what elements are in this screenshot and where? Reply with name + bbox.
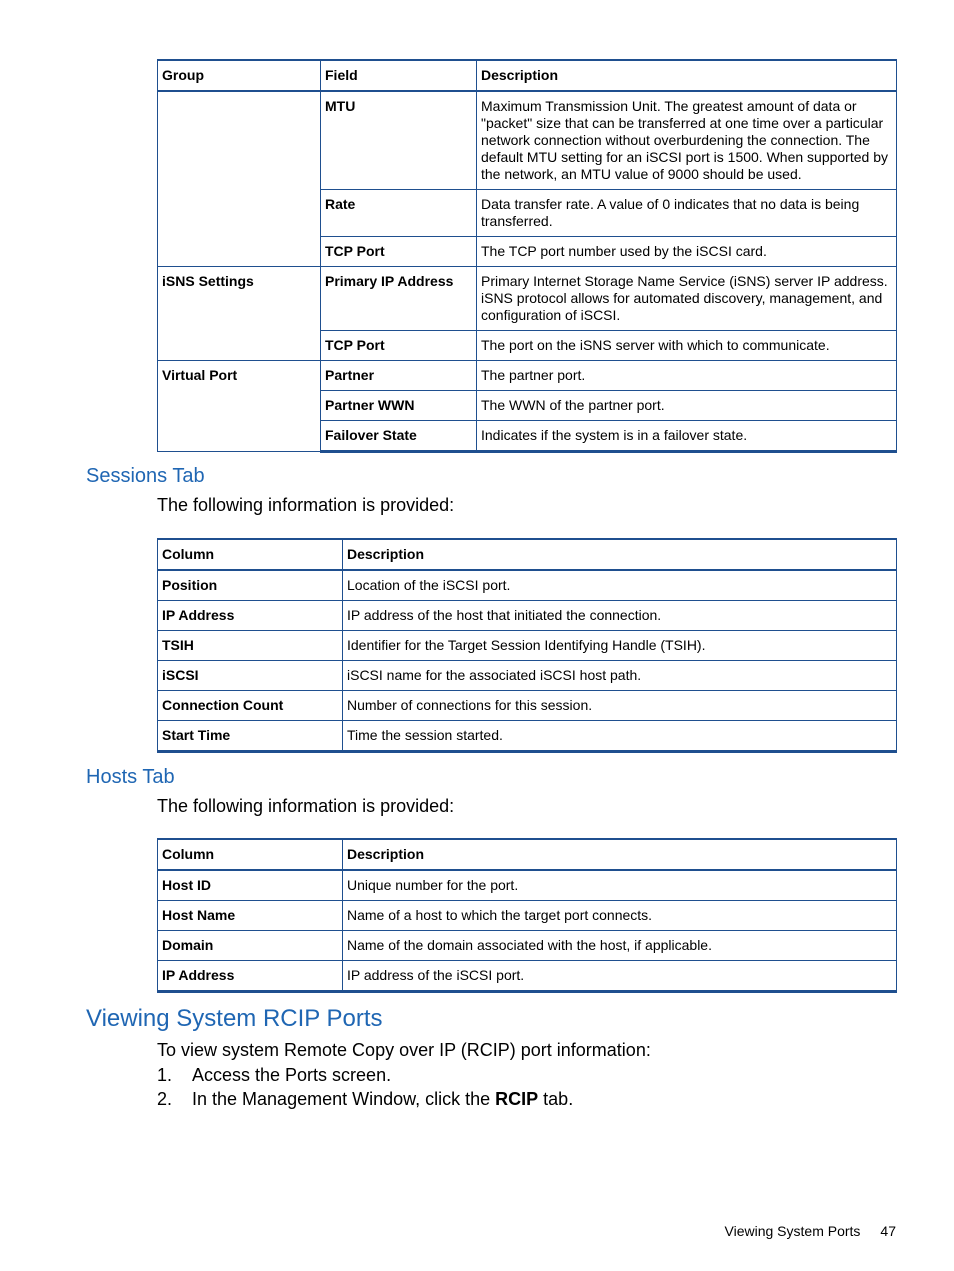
page-number: 47	[880, 1223, 896, 1239]
column-cell: Domain	[158, 931, 343, 961]
table-header-row	[158, 539, 897, 570]
field-cell: Partner	[321, 361, 477, 391]
sessions-table	[157, 538, 897, 753]
column-cell: Position	[158, 570, 343, 601]
rcip-tab-name: RCIP	[495, 1089, 539, 1109]
column-cell: Host Name	[158, 901, 343, 931]
column-header-group: Group	[158, 60, 321, 91]
rcip-intro: To view system Remote Copy over IP (RCIP) port information:	[157, 1040, 651, 1060]
description-cell: Maximum Transmission Unit. The greatest amount of data or "packet" size that can be transferred at one time over a particular network connection without overburdening the connection. The default MTU setting for an iSCSI port is 1500. When supported by the network, an MTU value of 9000 should be used.	[477, 91, 897, 190]
table-row	[158, 721, 897, 752]
sessions-intro: The following information is provided:	[157, 495, 455, 515]
page-footer	[725, 1223, 896, 1239]
column-header-description: Description	[343, 539, 897, 570]
description-cell: The partner port.	[477, 361, 897, 391]
description-cell: Time the session started.	[343, 721, 897, 752]
step-1	[157, 1065, 391, 1086]
column-header-description: Description	[477, 60, 897, 91]
table-header-row	[158, 60, 897, 91]
description-cell: IP address of the host that initiated the connection.	[343, 601, 897, 631]
group-cell: Virtual Port	[158, 361, 321, 452]
hosts-intro: The following information is provided:	[157, 796, 455, 816]
step-text-end: tab.	[538, 1089, 574, 1109]
table-header-row	[158, 839, 897, 870]
table-row	[158, 267, 897, 331]
description-cell: Indicates if the system is in a failover state.	[477, 421, 897, 452]
description-cell: The port on the iSNS server with which to communicate.	[477, 331, 897, 361]
description-cell: Primary Internet Storage Name Service (iSNS) server IP address. iSNS protocol allows for automated discovery, management, and configuration of iSCSI.	[477, 267, 897, 331]
column-cell: Start Time	[158, 721, 343, 752]
step-2	[157, 1089, 573, 1110]
table-row	[158, 361, 897, 391]
field-cell: Primary IP Address	[321, 267, 477, 331]
step-number: 2.	[157, 1089, 173, 1109]
description-cell: Name of the domain associated with the host, if applicable.	[343, 931, 897, 961]
field-cell: Partner WWN	[321, 391, 477, 421]
description-cell: Identifier for the Target Session Identifying Handle (TSIH).	[343, 631, 897, 661]
column-cell: TSIH	[158, 631, 343, 661]
footer-section-title: Viewing System Ports	[724, 1223, 861, 1239]
table-row	[158, 870, 897, 901]
field-cell: Rate	[321, 190, 477, 237]
table-row	[158, 91, 897, 190]
hosts-table	[157, 838, 897, 993]
description-cell: Location of the iSCSI port.	[343, 570, 897, 601]
column-cell: IP Address	[158, 601, 343, 631]
description-cell: Data transfer rate. A value of 0 indicates that no data is being transferred.	[477, 190, 897, 237]
description-cell: The WWN of the partner port.	[477, 391, 897, 421]
step-text: Access the Ports screen.	[192, 1065, 392, 1085]
table-row	[158, 661, 897, 691]
description-cell: Name of a host to which the target port connects.	[343, 901, 897, 931]
column-cell: IP Address	[158, 961, 343, 992]
table-row	[158, 631, 897, 661]
table-row	[158, 601, 897, 631]
column-header-field: Field	[321, 60, 477, 91]
table-row	[158, 931, 897, 961]
hosts-tab-heading: Hosts Tab	[86, 766, 175, 788]
group-cell: iSNS Settings	[158, 267, 321, 361]
column-cell: Host ID	[158, 870, 343, 901]
description-cell: Number of connections for this session.	[343, 691, 897, 721]
description-cell: iSCSI name for the associated iSCSI host path.	[343, 661, 897, 691]
table-row	[158, 901, 897, 931]
column-header-column: Column	[158, 539, 343, 570]
table-row	[158, 691, 897, 721]
column-header-description: Description	[343, 839, 897, 870]
group-cell	[158, 91, 321, 267]
description-cell: IP address of the iSCSI port.	[343, 961, 897, 992]
table-row	[158, 961, 897, 992]
field-cell: TCP Port	[321, 331, 477, 361]
sessions-tab-heading: Sessions Tab	[86, 465, 205, 487]
description-cell: Unique number for the port.	[343, 870, 897, 901]
description-cell: The TCP port number used by the iSCSI card.	[477, 237, 897, 267]
column-cell: iSCSI	[158, 661, 343, 691]
rcip-section-heading: Viewing System RCIP Ports	[86, 1005, 383, 1032]
step-number: 1.	[157, 1065, 173, 1085]
step-text: In the Management Window, click the	[192, 1089, 496, 1109]
field-cell: Failover State	[321, 421, 477, 452]
field-cell: TCP Port	[321, 237, 477, 267]
port-fields-table	[157, 59, 897, 453]
field-cell: MTU	[321, 91, 477, 190]
table-row	[158, 570, 897, 601]
column-header-column: Column	[158, 839, 343, 870]
column-cell: Connection Count	[158, 691, 343, 721]
